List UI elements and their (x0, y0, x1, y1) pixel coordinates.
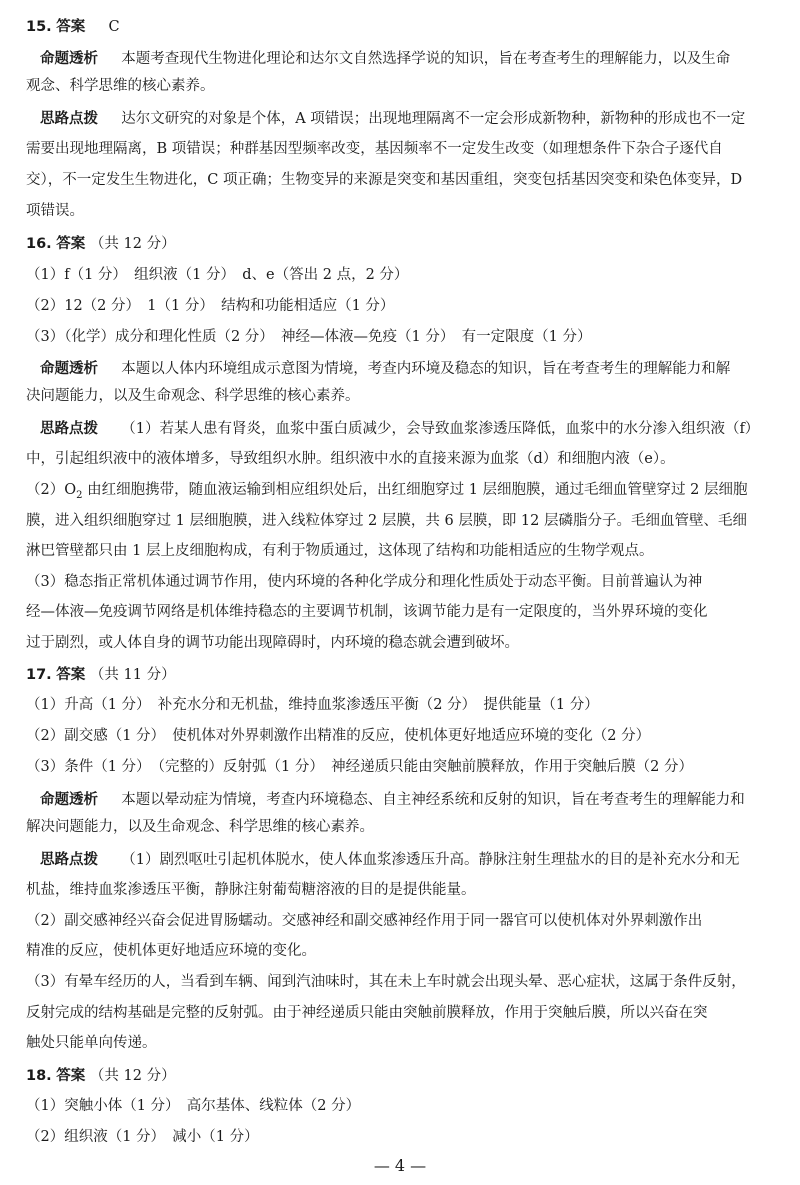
q17-answer-3: （3）条件（1 分） （完整的）反射弧（1 分） 神经递质只能由突触前膜释放，作用于突触后膜（2 分） (26, 759, 693, 775)
q16-answer-line (26, 232, 176, 253)
q16-analysis-text-2: 决问题能力，以及生命观念、科学思维的核心素养。 (26, 388, 360, 404)
q16-score: （共 12 分） (89, 236, 176, 252)
q15-answer-label: 答案 (56, 19, 86, 35)
q15-hint-label: 思路点拨 (40, 111, 98, 127)
q15-number: 15. (26, 19, 52, 35)
q15-hint-text-2: 需要出现地理隔离，B 项错误；种群基因型频率改变，基因频率不一定发生改变（如理想条件下杂合子逐代自 (26, 141, 723, 157)
q17-answer-2: （2）副交感（1 分） 使机体对外界刺激作出精准的反应，使机体更好地适应环境的变化（2 分） (26, 728, 651, 744)
q17-analysis-line (40, 788, 745, 809)
q17-number: 17. (26, 667, 52, 683)
q16-hint-line (40, 417, 759, 438)
q16-analysis-text: 本题以人体内环境组成示意图为情境，考查内环境及稳态的知识，旨在考查考生的理解能力和解 (121, 361, 731, 377)
q17-hint-text-5: （3）有晕车经历的人，当看到车辆、闻到汽油味时，其在未上车时就会出现头晕、恶心症状，这属于条件反射， (26, 974, 746, 990)
q16-hint-text-4: 膜，进入组织细胞穿过 1 层细胞膜，进入线粒体穿过 2 层膜，共 6 层膜，即 12 层磷脂分子。毛细血管壁、毛细 (26, 513, 747, 529)
q18-answer-label: 答案 (56, 1068, 86, 1084)
q16-hint-text-7: 经—体液—免疫调节网络是机体维持稳态的主要调节机制，该调节能力是有一定限度的，当外界环境的变化 (26, 604, 708, 620)
q17-hint-text-7: 触处只能单向传递。 (26, 1035, 157, 1051)
q17-hint-text-2: 机盐，维持血浆渗透压平衡，静脉注射葡萄糖溶液的目的是提供能量。 (26, 882, 476, 898)
q16-hint-text-8: 过于剧烈，或人体自身的调节功能出现障碍时，内环境的稳态就会遭到破坏。 (26, 635, 519, 651)
q16-analysis-line (40, 357, 730, 378)
q15-analysis-text: 本题考查现代生物进化理论和达尔文自然选择学说的知识，旨在考查考生的理解能力，以及生命 (121, 51, 731, 67)
q16-hint-text-5: 淋巴管壁都只由 1 层上皮细胞构成，有利于物质通过，这体现了结构和功能相适应的生物学观点。 (26, 543, 654, 559)
q16-hint-text-2: 中，引起组织液中的液体增多，导致组织水肿。组织液中水的直接来源为血浆（d）和细胞内液（e）。 (26, 451, 675, 467)
q17-hint-text-3: （2）副交感神经兴奋会促进胃肠蠕动。交感神经和副交感神经作用于同一器官可以使机体对外界刺激作出 (26, 913, 703, 929)
q16-answer-label: 答案 (56, 236, 86, 252)
q16-answer-2: （2）12（2 分） 1（1 分） 结构和功能相适应（1 分） (26, 298, 395, 314)
q15-hint-text-4: 项错误。 (26, 203, 84, 219)
q15-hint-line (40, 107, 745, 128)
q17-hint-text: （1）剧烈呕吐引起机体脱水，使人体血浆渗透压升高。静脉注射生理盐水的目的是补充水分和无 (121, 852, 740, 868)
q16-hint-text: （1）若某人患有肾炎，血浆中蛋白质减少，会导致血浆渗透压降低，血浆中的水分渗入组织液（f） (121, 421, 760, 437)
q16-answer-3: （3）（化学）成分和理化性质（2 分） 神经—体液—免疫（1 分） 有一定限度（1 分） (26, 329, 592, 345)
q17-analysis-text-2: 解决问题能力，以及生命观念、科学思维的核心素养。 (26, 819, 374, 835)
q16-hint-label: 思路点拨 (40, 421, 98, 437)
q18-answer-2: （2）组织液（1 分） 减小（1 分） (26, 1129, 259, 1145)
q18-score: （共 12 分） (89, 1068, 176, 1084)
q18-answer-line (26, 1064, 176, 1085)
q18-answer-1: （1）突触小体（1 分） 高尔基体、线粒体（2 分） (26, 1098, 361, 1114)
q16-answer-1: （1）f（1 分） 组织液（1 分） d、e（答出 2 点，2 分） (26, 267, 409, 283)
q16-hint-text-6: （3）稳态指正常机体通过调节作用，使内环境的各种化学成分和理化性质处于动态平衡。目前普遍认为神 (26, 574, 703, 590)
q16-hint-text-3: $(2)O_2$ 由红细胞携带，随血液运输到相应组织处后，出红细胞穿过 1 层细胞膜，通过毛细血管壁穿过 2 层细胞 (26, 482, 748, 501)
q17-answer-line (26, 663, 176, 684)
q16-number: 16. (26, 236, 52, 252)
q17-answer-1: （1）升高（1 分） 补充水分和无机盐，维持血浆渗透压平衡（2 分） 提供能量（1 分） (26, 697, 599, 713)
q15-analysis-text-2: 观念、科学思维的核心素养。 (26, 78, 215, 94)
q17-analysis-label: 命题透析 (40, 792, 98, 808)
q15-hint-text-3: 交），不一定发生生物进化，C 项正确；生物变异的来源是突变和基因重组，突变包括基因突变和染色体变异，D (26, 172, 743, 188)
q15-answer-line (26, 15, 120, 36)
q17-hint-text-6: 反射完成的结构基础是完整的反射弧。由于神经递质只能由突触前膜释放，作用于突触后膜，所以兴奋在突 (26, 1005, 708, 1021)
q17-analysis-text: 本题以晕动症为情境，考查内环境稳态、自主神经系统和反射的知识，旨在考查考生的理解能力和 (121, 792, 745, 808)
q17-answer-label: 答案 (56, 667, 86, 683)
q17-hint-label: 思路点拨 (40, 852, 98, 868)
q17-score: （共 11 分） (89, 667, 176, 683)
q18-number: 18. (26, 1068, 52, 1084)
q15-analysis-line (40, 47, 730, 68)
q15-answer: C (108, 19, 120, 35)
q17-hint-text-4: 精准的反应，使机体更好地适应环境的变化。 (26, 943, 316, 959)
page-number: — 4 — (373, 1156, 427, 1175)
q15-analysis-label: 命题透析 (40, 51, 98, 67)
q16-analysis-label: 命题透析 (40, 361, 98, 377)
q17-hint-line (40, 848, 739, 869)
q15-hint-text: 达尔文研究的对象是个体，A 项错误；出现地理隔离不一定会形成新物种，新物种的形成也不一定 (121, 111, 746, 127)
